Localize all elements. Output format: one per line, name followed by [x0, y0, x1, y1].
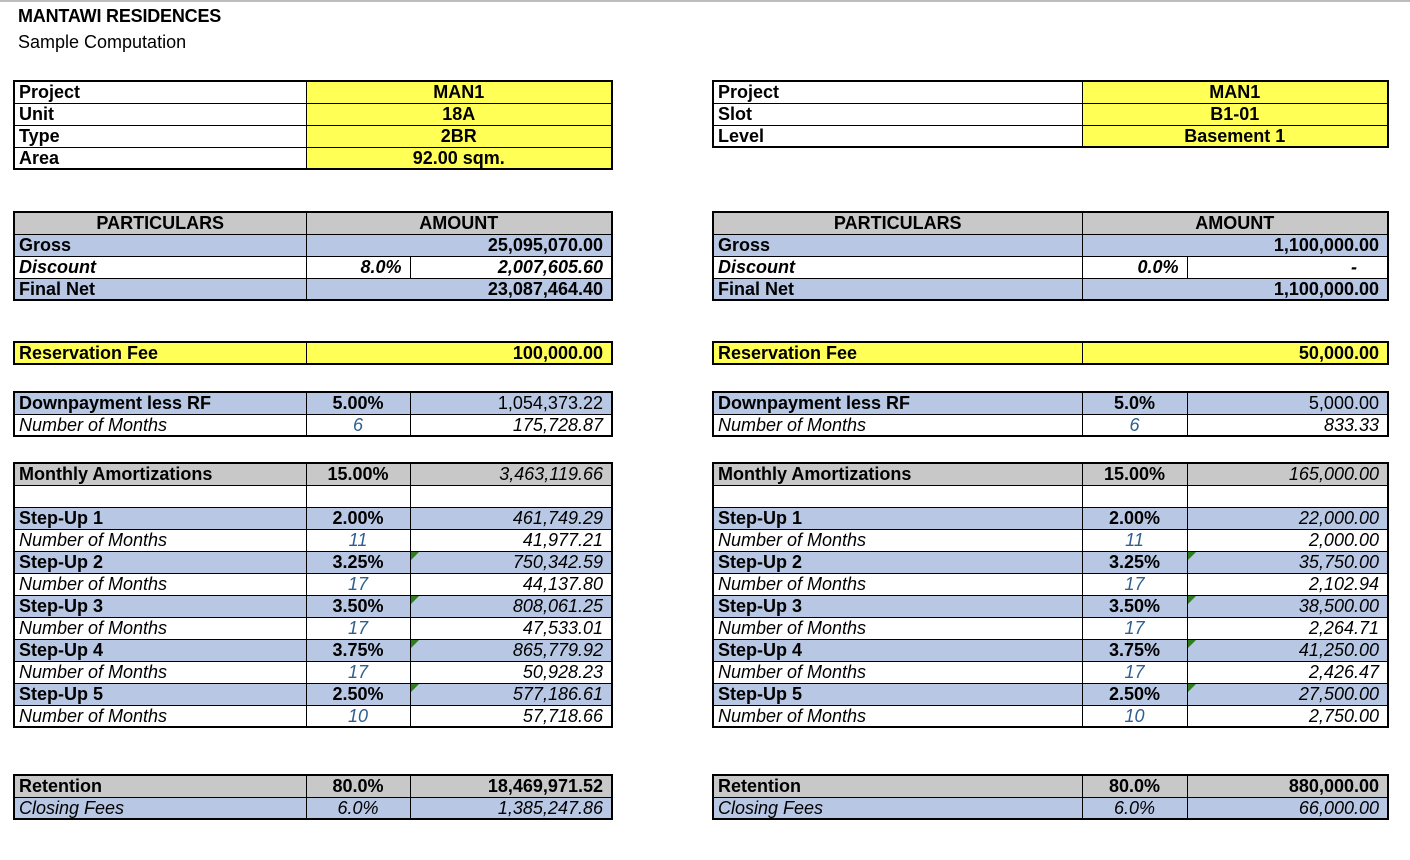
discount-amount[interactable]: 2,007,605.60: [410, 256, 612, 278]
gross-amount[interactable]: 25,095,070.00: [306, 234, 612, 256]
step-up-monthly[interactable]: 2,750.00: [1187, 705, 1388, 727]
downpayment-rate[interactable]: 5.00%: [306, 392, 410, 414]
downpayment-amount[interactable]: 1,054,373.22: [410, 392, 612, 414]
step-up-amount[interactable]: 41,250.00: [1187, 639, 1388, 661]
step-up-row: [713, 507, 1388, 529]
step-up-monthly[interactable]: 2,102.94: [1187, 573, 1388, 595]
monthly-amortizations-amount[interactable]: 165,000.00: [1187, 463, 1388, 485]
downpayment-monthly[interactable]: 175,728.87: [410, 414, 612, 436]
step-up-label: Step-Up 1: [713, 507, 1082, 529]
retention-label: Retention: [14, 775, 306, 797]
retention-label: Retention: [713, 775, 1082, 797]
parking-pricing-table: [712, 211, 1389, 301]
gross-amount[interactable]: 1,100,000.00: [1082, 234, 1388, 256]
downpayment-label: Downpayment less RF: [14, 392, 306, 414]
step-up-rate[interactable]: 2.50%: [1082, 683, 1187, 705]
unit-retention-table: [13, 774, 613, 820]
step-up-months-row: [14, 705, 612, 727]
months-label: Number of Months: [713, 573, 1082, 595]
months-label: Number of Months: [713, 661, 1082, 683]
step-up-label: Step-Up 1: [14, 507, 306, 529]
info-value-level[interactable]: Basement 1: [1082, 125, 1388, 147]
reservation-fee-amount[interactable]: 100,000.00: [306, 342, 612, 364]
reservation-fee-amount[interactable]: 50,000.00: [1082, 342, 1388, 364]
step-up-rate[interactable]: 2.50%: [306, 683, 410, 705]
step-up-amount[interactable]: 461,749.29: [410, 507, 612, 529]
discount-label: Discount: [713, 256, 1082, 278]
monthly-amortizations-rate[interactable]: 15.00%: [306, 463, 410, 485]
step-up-label: Step-Up 3: [713, 595, 1082, 617]
closing-fees-amount[interactable]: 1,385,247.86: [410, 797, 612, 819]
parking-reservation-table: [712, 341, 1389, 365]
empty-cell[interactable]: [1082, 485, 1187, 507]
empty-cell[interactable]: [14, 485, 306, 507]
retention-amount[interactable]: 880,000.00: [1187, 775, 1388, 797]
step-up-row: [713, 639, 1388, 661]
parking-info-table: [712, 80, 1389, 148]
step-up-months-row: [14, 573, 612, 595]
step-up-months-row: [14, 617, 612, 639]
step-up-months[interactable]: 10: [306, 705, 410, 727]
gross-label: Gross: [14, 234, 306, 256]
amount-header: AMOUNT: [1082, 212, 1388, 234]
step-up-amount[interactable]: 750,342.59: [410, 551, 612, 573]
step-up-label: Step-Up 5: [14, 683, 306, 705]
closing-fees-label: Closing Fees: [14, 797, 306, 819]
months-label: Number of Months: [14, 617, 306, 639]
discount-label: Discount: [14, 256, 306, 278]
step-up-months-row: [713, 705, 1388, 727]
amount-header: AMOUNT: [306, 212, 612, 234]
info-value-type[interactable]: 2BR: [306, 125, 612, 147]
step-up-row: [713, 683, 1388, 705]
step-up-monthly[interactable]: 50,928.23: [410, 661, 612, 683]
step-up-amount[interactable]: 22,000.00: [1187, 507, 1388, 529]
downpayment-amount[interactable]: 5,000.00: [1187, 392, 1388, 414]
sheet-title: MANTAWI RESIDENCES: [18, 6, 222, 26]
step-up-months[interactable]: 17: [1082, 661, 1187, 683]
reservation-fee-label: Reservation Fee: [14, 342, 306, 364]
sheet-subtitle: Sample Computation: [18, 32, 187, 52]
info-value-project[interactable]: MAN1: [306, 81, 612, 103]
closing-fees-rate[interactable]: 6.0%: [306, 797, 410, 819]
step-up-row: [14, 639, 612, 661]
step-up-months[interactable]: 11: [1082, 529, 1187, 551]
info-value-slot[interactable]: B1-01: [1082, 103, 1388, 125]
step-up-monthly[interactable]: 57,718.66: [410, 705, 612, 727]
gross-label: Gross: [713, 234, 1082, 256]
info-label: Project: [14, 81, 306, 103]
discount-rate[interactable]: 8.0%: [306, 256, 410, 278]
info-label: Slot: [713, 103, 1082, 125]
step-up-row: [14, 595, 612, 617]
discount-rate[interactable]: 0.0%: [1082, 256, 1187, 278]
retention-amount[interactable]: 18,469,971.52: [410, 775, 612, 797]
final-net-amount[interactable]: 1,100,000.00: [1082, 278, 1388, 300]
step-up-rate[interactable]: 3.50%: [306, 595, 410, 617]
step-up-monthly[interactable]: 2,426.47: [1187, 661, 1388, 683]
info-value-project[interactable]: MAN1: [1082, 81, 1388, 103]
monthly-amortizations-label: Monthly Amortizations: [14, 463, 306, 485]
empty-cell[interactable]: [713, 485, 1082, 507]
unit-info-table: [13, 80, 613, 170]
unit-downpayment-table: [13, 391, 613, 437]
monthly-amortizations-label: Monthly Amortizations: [713, 463, 1082, 485]
months-label: Number of Months: [14, 661, 306, 683]
step-up-rate[interactable]: 3.75%: [306, 639, 410, 661]
step-up-label: Step-Up 3: [14, 595, 306, 617]
months-label: Number of Months: [713, 617, 1082, 639]
step-up-label: Step-Up 4: [14, 639, 306, 661]
step-up-amount[interactable]: 35,750.00: [1187, 551, 1388, 573]
particulars-header: PARTICULARS: [713, 212, 1082, 234]
closing-fees-amount[interactable]: 66,000.00: [1187, 797, 1388, 819]
step-up-label: Step-Up 2: [713, 551, 1082, 573]
months-label: Number of Months: [14, 414, 306, 436]
step-up-months[interactable]: 10: [1082, 705, 1187, 727]
step-up-row: [713, 551, 1388, 573]
step-up-months[interactable]: 17: [1082, 617, 1187, 639]
final-net-label: Final Net: [713, 278, 1082, 300]
step-up-label: Step-Up 5: [713, 683, 1082, 705]
step-up-monthly[interactable]: 2,000.00: [1187, 529, 1388, 551]
step-up-amount[interactable]: 865,779.92: [410, 639, 612, 661]
retention-rate[interactable]: 80.0%: [306, 775, 410, 797]
parking-downpayment-table: [712, 391, 1389, 437]
step-up-months[interactable]: 17: [306, 661, 410, 683]
step-up-rate[interactable]: 3.50%: [1082, 595, 1187, 617]
step-up-months[interactable]: 17: [306, 573, 410, 595]
unit-reservation-table: [13, 341, 613, 365]
closing-fees-label: Closing Fees: [713, 797, 1082, 819]
step-up-rate[interactable]: 3.25%: [306, 551, 410, 573]
downpayment-label: Downpayment less RF: [713, 392, 1082, 414]
step-up-row: [713, 595, 1388, 617]
step-up-months[interactable]: 11: [306, 529, 410, 551]
reservation-fee-label: Reservation Fee: [713, 342, 1082, 364]
step-up-rate[interactable]: 3.75%: [1082, 639, 1187, 661]
discount-amount[interactable]: -: [1187, 256, 1388, 278]
step-up-rate[interactable]: 3.25%: [1082, 551, 1187, 573]
info-label: Unit: [14, 103, 306, 125]
step-up-months-row: [713, 617, 1388, 639]
info-value-area[interactable]: 92.00 sqm.: [306, 147, 612, 169]
step-up-rate[interactable]: 2.00%: [306, 507, 410, 529]
step-up-monthly[interactable]: 44,137.80: [410, 573, 612, 595]
months-label: Number of Months: [14, 705, 306, 727]
downpayment-rate[interactable]: 5.0%: [1082, 392, 1187, 414]
months-label: Number of Months: [713, 414, 1082, 436]
step-up-months-row: [14, 529, 612, 551]
step-up-months[interactable]: 17: [306, 617, 410, 639]
step-up-label: Step-Up 2: [14, 551, 306, 573]
info-label: Project: [713, 81, 1082, 103]
downpayment-months[interactable]: 6: [306, 414, 410, 436]
info-label: Level: [713, 125, 1082, 147]
closing-fees-rate[interactable]: 6.0%: [1082, 797, 1187, 819]
months-label: Number of Months: [713, 529, 1082, 551]
parking-amortization-table: [712, 462, 1389, 728]
step-up-monthly[interactable]: 41,977.21: [410, 529, 612, 551]
step-up-months[interactable]: 17: [1082, 573, 1187, 595]
step-up-amount[interactable]: 808,061.25: [410, 595, 612, 617]
empty-cell[interactable]: [410, 485, 612, 507]
final-net-amount[interactable]: 23,087,464.40: [306, 278, 612, 300]
months-label: Number of Months: [14, 573, 306, 595]
unit-amortization-table: [13, 462, 613, 728]
step-up-monthly[interactable]: 2,264.71: [1187, 617, 1388, 639]
retention-rate[interactable]: 80.0%: [1082, 775, 1187, 797]
info-label: Area: [14, 147, 306, 169]
step-up-rate[interactable]: 2.00%: [1082, 507, 1187, 529]
empty-cell[interactable]: [306, 485, 410, 507]
step-up-months-row: [14, 661, 612, 683]
particulars-header: PARTICULARS: [14, 212, 306, 234]
step-up-months-row: [713, 529, 1388, 551]
step-up-amount[interactable]: 27,500.00: [1187, 683, 1388, 705]
monthly-amortizations-rate[interactable]: 15.00%: [1082, 463, 1187, 485]
step-up-label: Step-Up 4: [713, 639, 1082, 661]
info-label: Type: [14, 125, 306, 147]
step-up-row: [14, 683, 612, 705]
step-up-months-row: [713, 661, 1388, 683]
step-up-monthly[interactable]: 47,533.01: [410, 617, 612, 639]
step-up-amount[interactable]: 577,186.61: [410, 683, 612, 705]
step-up-row: [14, 507, 612, 529]
info-value-unit[interactable]: 18A: [306, 103, 612, 125]
months-label: Number of Months: [14, 529, 306, 551]
empty-cell[interactable]: [1187, 485, 1388, 507]
step-up-row: [14, 551, 612, 573]
step-up-months-row: [713, 573, 1388, 595]
unit-pricing-table: [13, 211, 613, 301]
downpayment-months[interactable]: 6: [1082, 414, 1187, 436]
monthly-amortizations-amount[interactable]: 3,463,119.66: [410, 463, 612, 485]
downpayment-monthly[interactable]: 833.33: [1187, 414, 1388, 436]
parking-retention-table: [712, 774, 1389, 820]
step-up-amount[interactable]: 38,500.00: [1187, 595, 1388, 617]
final-net-label: Final Net: [14, 278, 306, 300]
months-label: Number of Months: [713, 705, 1082, 727]
